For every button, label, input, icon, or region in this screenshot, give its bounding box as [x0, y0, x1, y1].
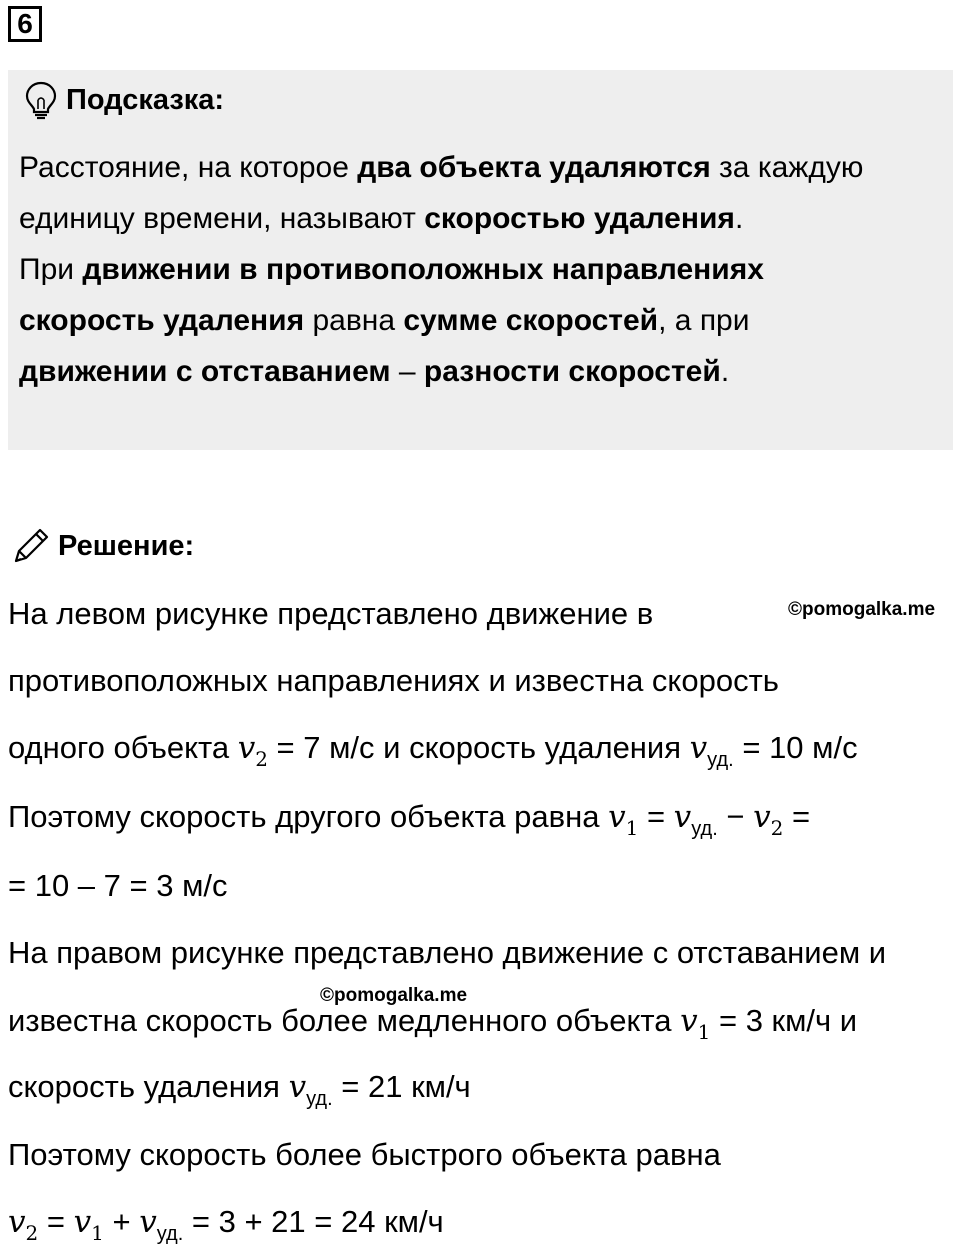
hint-bold-span: движении в противоположных направлениях — [82, 253, 764, 286]
solution-line-10 — [8, 1202, 444, 1245]
solution-text: одного объекта — [8, 730, 238, 765]
solution-text: = — [783, 799, 811, 834]
solution-line-7 — [8, 1001, 858, 1044]
watermark: ©pomogalka.me — [788, 599, 936, 620]
hint-text-span: . — [720, 355, 730, 388]
velocity-symbol: 𝑣 — [139, 1204, 157, 1240]
hint-text-span: При — [19, 253, 83, 286]
solution-text: Поэтому скорость более быстрого объекта равна — [8, 1137, 721, 1172]
solution-text: скорость удаления — [8, 1069, 289, 1104]
hint-bold-span: скорость удаления — [19, 304, 305, 337]
hint-text-span: – — [390, 355, 424, 388]
subscript: уд. — [156, 1223, 184, 1245]
hint-text-span: Расстояние, на которое — [19, 151, 358, 184]
solution-text: противоположных направлениях и известна скорость — [8, 663, 779, 698]
watermark: ©pomogalka.me — [320, 985, 468, 1006]
solution-text: На правом рисунке представлено движение с отставанием и — [8, 935, 887, 970]
solution-text: − — [717, 799, 754, 834]
velocity-symbol: 𝑣 — [73, 1204, 92, 1240]
velocity-symbol: 𝑣 — [288, 1069, 307, 1105]
solution-text: известна скорость более медленного объекта — [8, 1003, 681, 1038]
hint-text — [19, 142, 944, 397]
velocity-symbol: 𝑣 — [673, 799, 692, 835]
subscript: уд. — [707, 749, 734, 771]
solution-text: = 3 км/ч и — [710, 1003, 858, 1038]
solution-text: На левом рисунке представлено движение в — [8, 596, 654, 631]
subscript: 1 — [91, 1221, 104, 1245]
hint-text-span: единицу времени, называют — [19, 202, 425, 235]
subscript: 1 — [697, 1020, 711, 1044]
hint-title: Подсказка: — [66, 83, 225, 116]
hint-line-5 — [19, 346, 944, 397]
velocity-symbol: 𝑣 — [680, 1003, 698, 1039]
velocity-symbol: 𝑣 — [8, 1204, 26, 1240]
solution-header — [10, 524, 194, 568]
solution-line-1 — [8, 594, 653, 634]
hint-line-3 — [19, 244, 944, 295]
hint-text-span: равна — [304, 304, 404, 337]
subscript: 2 — [770, 816, 784, 840]
solution-text: = 21 км/ч — [332, 1069, 471, 1104]
velocity-symbol: 𝑣 — [237, 730, 256, 766]
hint-box — [8, 70, 953, 450]
solution-line-6 — [8, 933, 886, 973]
velocity-symbol: 𝑣 — [608, 799, 626, 835]
solution-text: = 7 м/с и скорость удаления — [267, 730, 690, 765]
solution-line-5 — [8, 866, 228, 906]
hint-bold-span: два объекта удаляются — [357, 151, 711, 184]
subscript: 2 — [25, 1221, 39, 1245]
hint-text-span: за каждую — [710, 151, 864, 184]
hint-bold-span: разности скоростей — [423, 355, 721, 388]
solution-text: = 10 м/с — [733, 730, 858, 765]
solution-text: + — [103, 1204, 140, 1239]
velocity-symbol: 𝑣 — [689, 730, 708, 766]
solution-line-8 — [8, 1067, 471, 1110]
hint-bold-span: движении с отставанием — [19, 355, 391, 388]
subscript: 1 — [625, 816, 639, 840]
solution-text: = — [638, 799, 674, 834]
solution-title: Решение: — [58, 529, 195, 562]
solution-line-9 — [8, 1135, 721, 1175]
solution-line-3 — [8, 728, 858, 771]
hint-header — [24, 80, 224, 120]
pencil-icon — [10, 525, 52, 567]
hint-bold-span: сумме скоростей — [403, 304, 659, 337]
lightbulb-icon — [24, 80, 58, 120]
subscript: 2 — [255, 747, 268, 771]
solution-text: = 3 + 21 = 24 км/ч — [183, 1204, 444, 1239]
hint-line-1 — [19, 142, 944, 193]
velocity-symbol: 𝑣 — [753, 799, 771, 835]
hint-text-span: , а при — [658, 304, 750, 337]
hint-text-span: . — [734, 202, 744, 235]
hint-line-2 — [19, 193, 944, 244]
task-number-text: 6 — [17, 8, 33, 39]
solution-text: = 10 – 7 = 3 м/с — [8, 868, 228, 903]
solution-text: = — [38, 1204, 74, 1239]
task-number — [8, 6, 42, 42]
subscript: уд. — [306, 1088, 333, 1110]
hint-bold-span: скоростью удаления — [424, 202, 735, 235]
hint-line-4 — [19, 295, 944, 346]
solution-line-4 — [8, 797, 811, 840]
solution-line-2 — [8, 661, 779, 701]
solution-text: Поэтому скорость другого объекта равна — [8, 799, 609, 834]
subscript: уд. — [691, 818, 718, 840]
